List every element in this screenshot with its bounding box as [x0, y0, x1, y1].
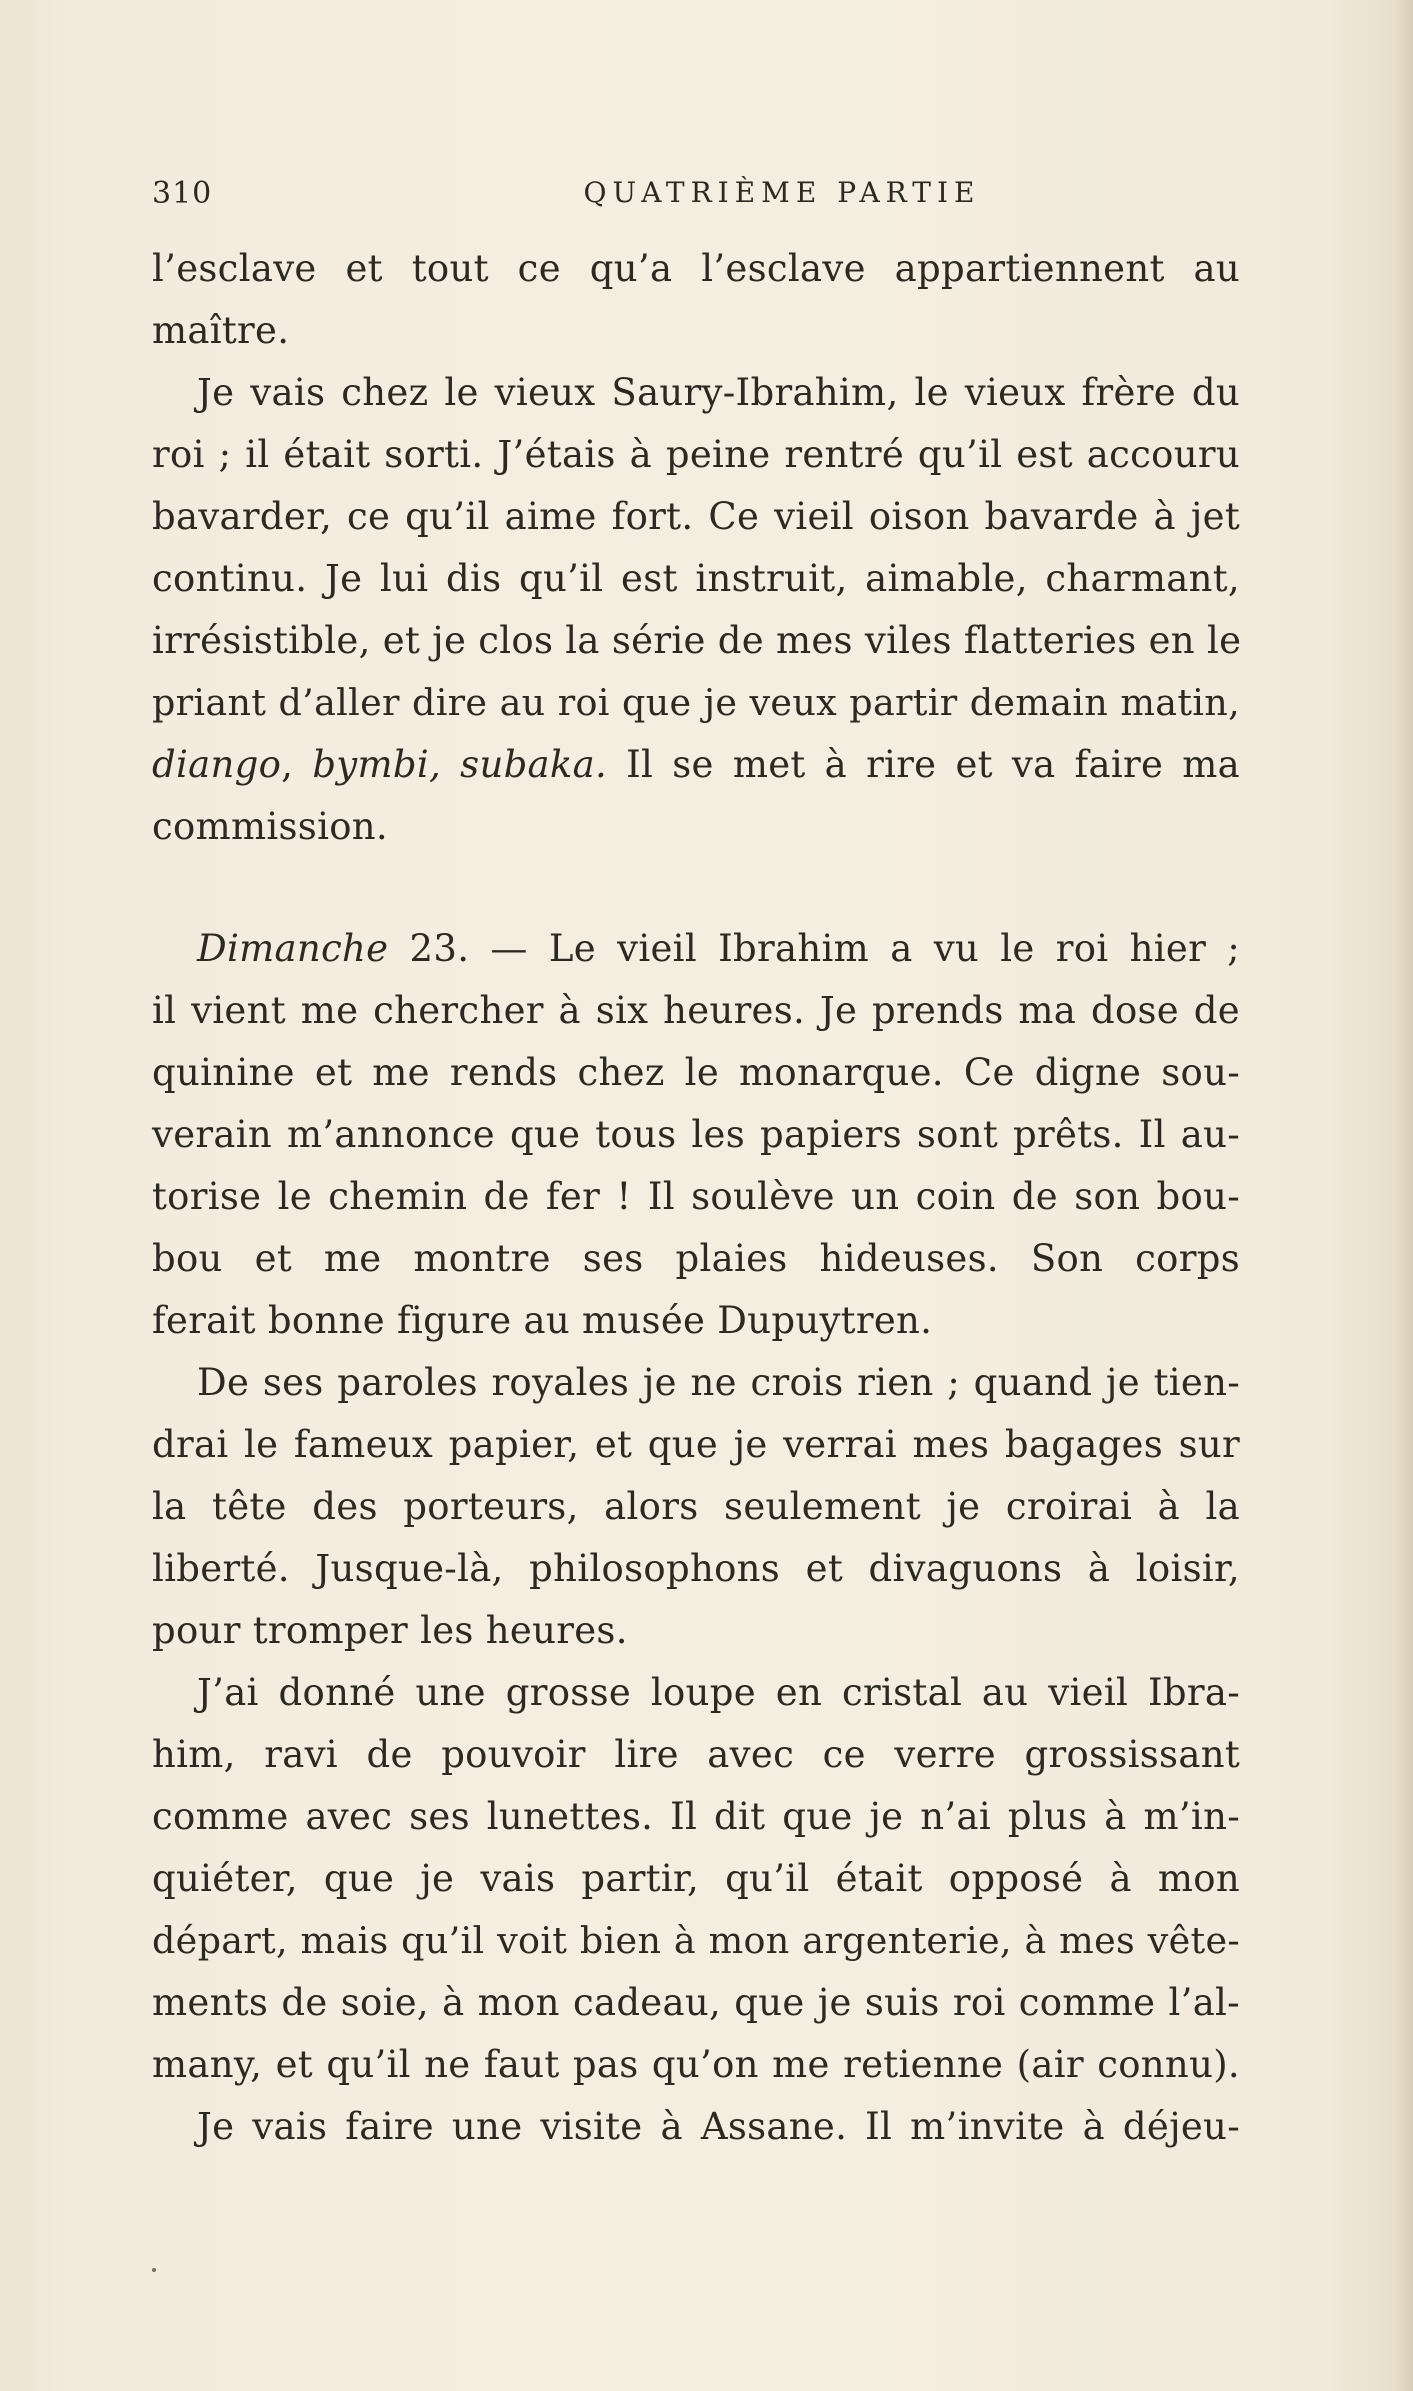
text-line: bou et me montre ses plaies hideuses. Son corps [152, 1237, 1240, 1280]
italic-word: bymbi, [312, 743, 442, 786]
page-number: 310 [152, 176, 213, 211]
dated-entry-line [152, 918, 1240, 980]
line-rest: Il se met à rire et va faire ma [626, 743, 1241, 786]
text-line-italic-words [152, 734, 1240, 796]
paragraph [152, 1662, 1240, 2096]
text-line: la tête des porteurs, alors seulement je croirai à la [152, 1485, 1240, 1528]
entry-date-italic: Dimanche [197, 927, 389, 970]
body-text [152, 238, 1240, 2158]
text-line: Je vais faire une visite à Assane. Il m’invite à déjeu- [197, 2105, 1240, 2148]
running-title: QUATRIÈME PARTIE [583, 176, 981, 209]
punctuation: , [281, 743, 294, 786]
text-line: irrésistible, et je clos la série de mes viles flatteries en le [152, 619, 1242, 662]
entry-date-rest: 23. — Le vieil Ibrahim a vu le roi hier ; [409, 927, 1240, 970]
text-line: many, et qu’il ne faut pas qu’on me retienne (air connu). [152, 2043, 1240, 2086]
text-line: roi ; il était sorti. J’étais à peine rentré qu’il est accouru [152, 433, 1240, 476]
text-line: l’esclave et tout ce qu’a l’esclave appartiennent au [152, 247, 1240, 290]
text-line: Je vais chez le vieux Saury-Ibrahim, le vieux frère du [197, 371, 1240, 414]
running-head [152, 176, 1240, 224]
paragraph [152, 2096, 1240, 2158]
italic-word: subaka. [460, 743, 608, 786]
text-line: liberté. Jusque-là, philosophons et divaguons à loisir, [152, 1547, 1240, 1590]
text-line: commission. [152, 805, 388, 848]
text-line: drai le fameux papier, et que je verrai mes bagages sur [152, 1423, 1240, 1466]
text-line: ments de soie, à mon cadeau, que je suis roi comme l’al- [152, 1981, 1240, 2024]
text-line: quinine et me rends chez le monarque. Ce digne sou- [152, 1051, 1240, 1094]
text-line: torise le chemin de fer ! Il soulève un coin de son bou- [152, 1175, 1240, 1218]
text-line: verain m’annonce que tous les papiers sont prêts. Il au- [152, 1113, 1240, 1156]
text-line: ferait bonne figure au musée Dupuytren. [152, 1299, 933, 1342]
page-edge-shadow [1395, 0, 1413, 2391]
paper-speck [152, 2268, 156, 2272]
text-line: comme avec ses lunettes. Il dit que je n’ai plus à m’in- [152, 1795, 1240, 1838]
text-line: pour tromper les heures. [152, 1609, 628, 1652]
text-line: départ, mais qu’il voit bien à mon argenterie, à mes vête- [152, 1919, 1240, 1962]
text-line: maître. [152, 309, 290, 352]
text-line: continu. Je lui dis qu’il est instruit, aimable, charmant, [152, 557, 1240, 600]
paragraph [152, 238, 1240, 362]
text-line: il vient me chercher à six heures. Je prends ma dose de [152, 989, 1240, 1032]
paragraph [152, 918, 1240, 1352]
italic-word: diango [152, 743, 282, 786]
text-line: J’ai donné une grosse loupe en cristal au vieil Ibra- [197, 1671, 1240, 1714]
text-line: De ses paroles royales je ne crois rien ; quand je tien- [197, 1361, 1240, 1404]
paragraph [152, 362, 1240, 858]
text-line: bavarder, ce qu’il aime fort. Ce vieil oison bavarde à jet [152, 495, 1240, 538]
text-line: him, ravi de pouvoir lire avec ce verre grossissant [152, 1733, 1240, 1776]
text-line: quiéter, que je vais partir, qu’il était opposé à mon [152, 1857, 1240, 1900]
text-line: priant d’aller dire au roi que je veux partir demain matin, [152, 681, 1240, 724]
paragraph [152, 1352, 1240, 1662]
section-gap [152, 858, 1240, 918]
